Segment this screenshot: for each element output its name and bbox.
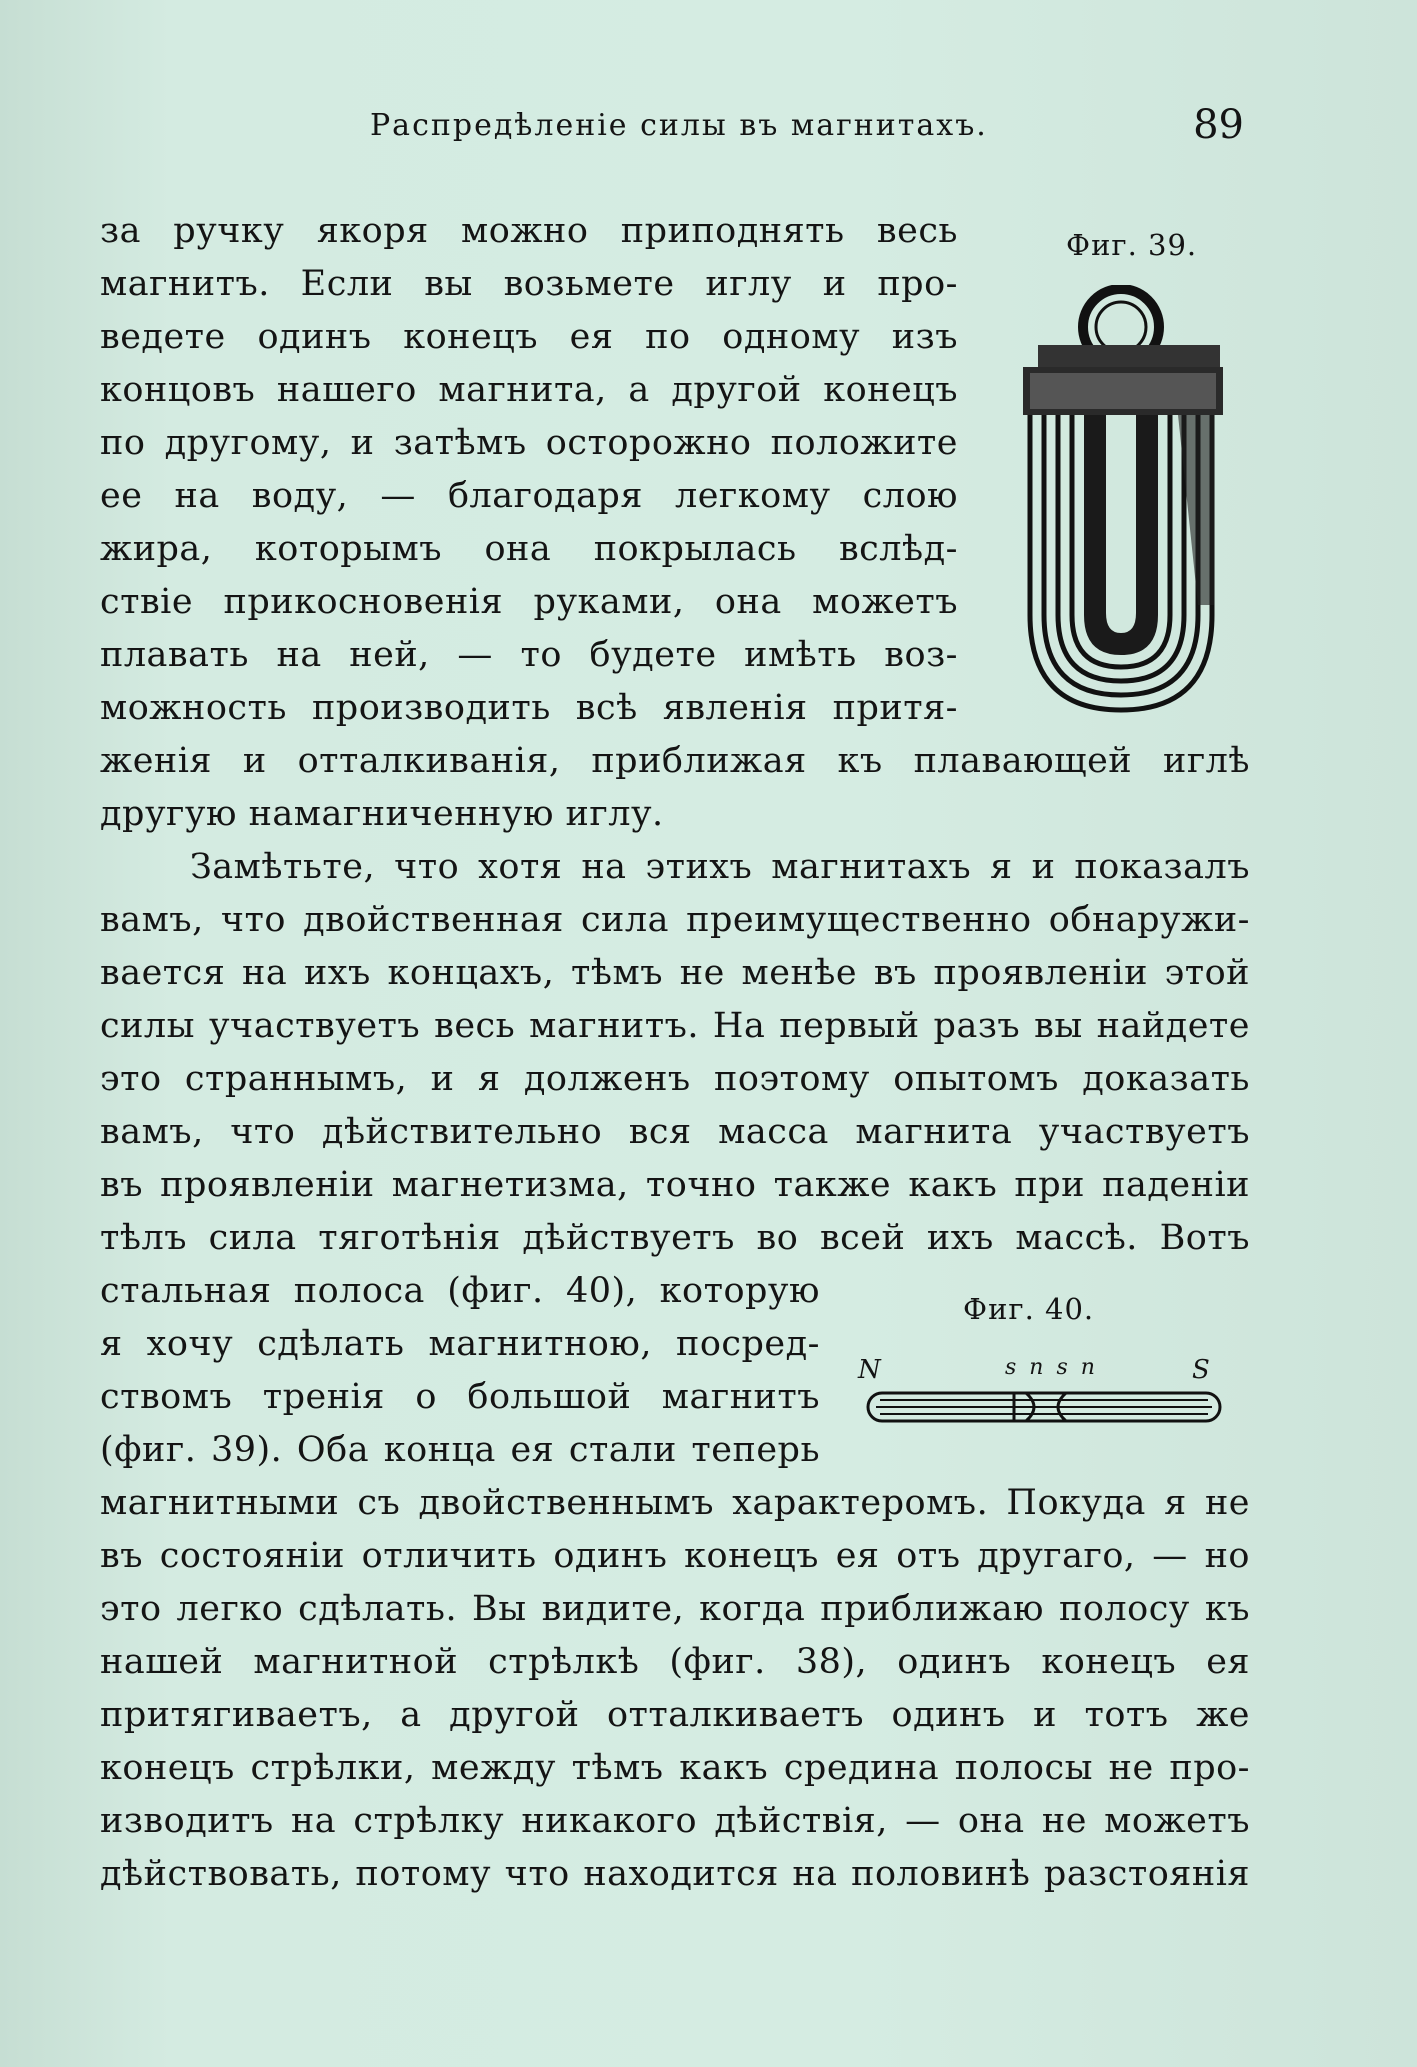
text-line: ствіе прикосновенія руками, она можетъ bbox=[100, 582, 958, 622]
page-header bbox=[100, 102, 1250, 158]
text-line: магнитными съ двойственнымъ характеромъ. Покуда я не bbox=[100, 1483, 1250, 1523]
text-line: это страннымъ, и я долженъ поэтому опытомъ доказать bbox=[100, 1059, 1250, 1099]
text-line: магнитъ. Если вы возьмете иглу и про- bbox=[100, 264, 958, 304]
text-line: притягиваетъ, а другой отталкиваетъ одинъ и тотъ же bbox=[100, 1695, 1250, 1735]
text-line: Замѣтьте, что хотя на этихъ магнитахъ я и показалъ bbox=[190, 847, 1250, 887]
text-line: вается на ихъ концахъ, тѣмъ не менѣе въ проявленіи этой bbox=[100, 953, 1250, 993]
figure-40-caption: Фиг. 40. bbox=[963, 1292, 1095, 1326]
text-line: тѣлъ сила тяготѣнія дѣйствуетъ во всей ихъ массѣ. Вотъ bbox=[100, 1218, 1250, 1258]
bar-label-n: N bbox=[858, 1355, 882, 1385]
text-line: въ состояніи отличить одинъ конецъ ея отъ другаго, — но bbox=[100, 1536, 1250, 1576]
text-line: вамъ, что дѣйствительно вся масса магнита участвуетъ bbox=[100, 1112, 1250, 1152]
text-line: дѣйствовать, потому что находится на половинѣ разстоянія bbox=[100, 1854, 1250, 1894]
text-line: въ проявленіи магнетизма, точно также какъ при паденіи bbox=[100, 1165, 1250, 1205]
steel-bar-illustration bbox=[866, 1390, 1222, 1424]
text-line: жира, которымъ она покрылась вслѣд- bbox=[100, 529, 958, 569]
text-line: концовъ нашего магнита, а другой конецъ bbox=[100, 370, 958, 410]
text-line: конецъ стрѣлки, между тѣмъ какъ средина полосы не про- bbox=[100, 1748, 1250, 1788]
text-line: по другому, и затѣмъ осторожно положите bbox=[100, 423, 958, 463]
text-line: силы участвуетъ весь магнитъ. На первый разъ вы найдете bbox=[100, 1006, 1250, 1046]
text-line: можность производить всѣ явленія притя- bbox=[100, 688, 958, 728]
bar-label-s: S bbox=[1192, 1355, 1211, 1385]
horseshoe-magnet-illustration bbox=[1018, 285, 1224, 721]
text-line: за ручку якоря можно приподнять весь bbox=[100, 211, 958, 251]
text-line: стальная полоса (фиг. 40), которую bbox=[100, 1271, 820, 1311]
text-line: другую намагниченную иглу. bbox=[100, 794, 664, 834]
text-line: женія и отталкиванія, приближая къ плавающей иглѣ bbox=[100, 741, 1250, 781]
text-line: это легко сдѣлать. Вы видите, когда приближаю полосу къ bbox=[100, 1589, 1250, 1629]
running-title: Распредѣленіе силы въ магнитахъ. bbox=[370, 108, 988, 143]
text-line: изводитъ на стрѣлку никакого дѣйствія, — она не можетъ bbox=[100, 1801, 1250, 1841]
text-line: я хочу сдѣлать магнитною, посред- bbox=[100, 1324, 820, 1364]
figure-39-caption: Фиг. 39. bbox=[1066, 228, 1198, 262]
text-line: (фиг. 39). Оба конца ея стали теперь bbox=[100, 1430, 820, 1470]
text-line: ее на воду, — благодаря легкому слою bbox=[100, 476, 958, 516]
text-line: нашей магнитной стрѣлкѣ (фиг. 38), одинъ конецъ ея bbox=[100, 1642, 1250, 1682]
text-line: ведете одинъ конецъ ея по одному изъ bbox=[100, 317, 958, 357]
page-number: 89 bbox=[1193, 102, 1244, 148]
text-line: ствомъ тренія о большой магнитъ bbox=[100, 1377, 820, 1417]
text-line: плавать на ней, — то будете имѣть воз- bbox=[100, 635, 958, 675]
bar-label-middle: s n s n bbox=[1005, 1355, 1098, 1380]
text-line: вамъ, что двойственная сила преимущественно обнаружи- bbox=[100, 900, 1250, 940]
